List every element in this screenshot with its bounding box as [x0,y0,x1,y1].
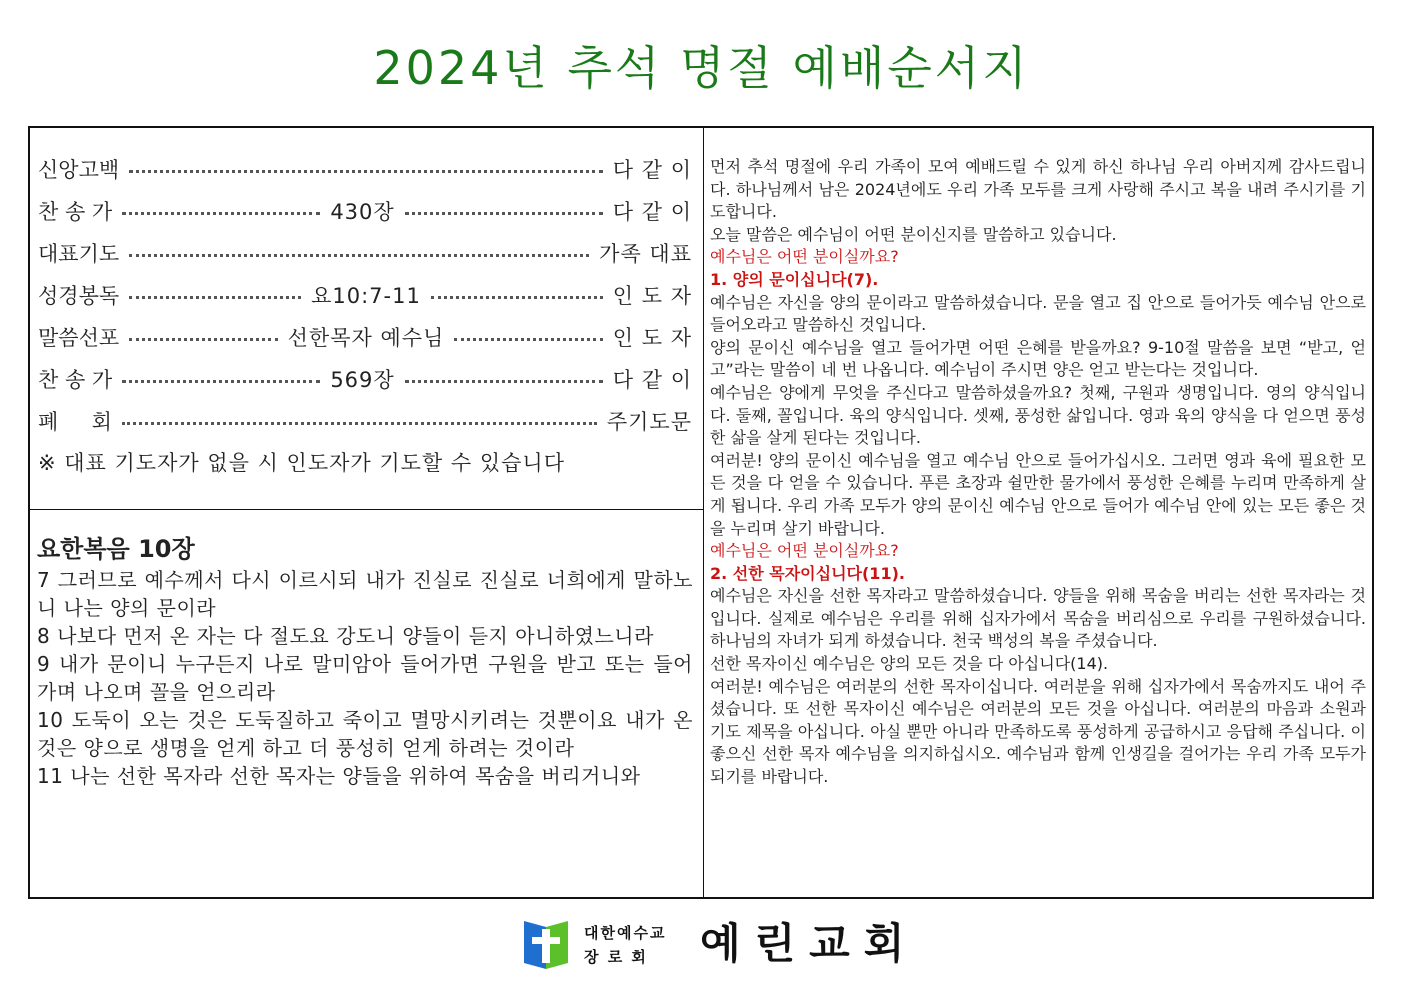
sermon-question: 예수님은 어떤 분이실까요? [710,247,899,267]
scripture-verse: 7 그러므로 예수께서 다시 이르시되 내가 진실로 진실로 너희에게 말하노니 나는 양의 문이라 [37,568,693,620]
order-label: 대표기도 [38,242,120,266]
cross-logo-icon [520,919,572,971]
order-detail: 569장 [330,368,395,392]
sermon-heading: 1. 양의 문이십니다(7). [710,269,879,289]
sermon-paragraph: 예수님은 자신을 선한 목자라고 말씀하셨습니다. 양들을 위해 목숨을 버리는 선한 목자라는 것입니다. 실제로 예수님은 우리를 위해 십자가에서 목숨을 버리심으로 우리를 구원하셨습니다. 하나님의 자녀가 되게 하셨습니다. 천국 백성의 복을 주셨습니다. [710,586,1366,651]
order-row [38,274,692,316]
sermon-paragraph: 먼저 추석 명절에 우리 가족이 모여 예배드릴 수 있게 하신 하나님 우리 아버지께 감사드립니다. 하나님께서 남은 2024년에도 우리 가족 모두를 크게 사랑해 주시고 복을 내려 주시기를 기도합니다. [710,157,1366,222]
order-row [38,358,692,400]
sermon-paragraph: 오늘 말씀은 예수님이 어떤 분이신지를 말씀하고 있습니다. [710,224,1117,244]
dot-leader [129,338,277,341]
dot-leader [122,212,320,215]
scripture-section [37,532,693,790]
order-performer: 다 같 이 [612,158,692,182]
order-label: 신앙고백 [38,158,120,182]
order-performer: 가족 대표 [599,242,692,266]
order-label: 성경봉독 [38,284,120,308]
order-detail: 430장 [330,200,395,224]
dot-leader [122,422,597,425]
order-performer: 다 같 이 [612,200,692,224]
sermon-paragraph: 여러분! 양의 문이신 예수님을 열고 예수님 안으로 들어가십시오. 그러면 영과 육에 필요한 모든 것을 다 얻을 수 있습니다. 푸른 초장과 쉴만한 물가에서 풍성한 은혜를 누리며 만족하게 살게 됩니다. 우리 가족 모두가 양의 문이신 예수님 안으로 들어가 예수님 안에 있는 모든 좋은 것을 누리며 살기 바랍니다. [710,450,1366,538]
order-label: 찬 송 가 [38,368,113,392]
order-row [38,190,692,232]
sermon-paragraph: 예수님은 자신을 양의 문이라고 말씀하셨습니다. 문을 열고 집 안으로 들어가듯 예수님 안으로 들어오라고 말씀하신 것입니다. [710,292,1366,335]
section-divider [30,509,703,510]
denomination-line: 대한예수교 [584,924,667,942]
sermon-paragraph: 선한 목자이신 예수님은 양의 모든 것을 다 아십니다(14). [710,654,1109,674]
worship-order [38,148,692,484]
church-name: 예린교회 [700,919,919,968]
dot-leader [431,296,603,299]
dot-leader [129,170,603,173]
denomination-line: 장 로 회 [584,948,648,966]
dot-leader [122,380,320,383]
denomination-name [584,921,666,969]
order-label: 말씀선포 [38,326,120,350]
sermon-heading: 2. 선한 목자이십니다(11). [710,563,905,583]
scripture-verse: 8 나보다 먼저 온 자는 다 절도요 강도니 양들이 듣지 아니하였느니라 [37,624,654,648]
order-performer: 인 도 자 [612,284,692,308]
dot-leader [405,212,603,215]
order-performer: 인 도 자 [612,326,692,350]
order-performer: 다 같 이 [612,368,692,392]
scripture-verse: 10 도둑이 오는 것은 도둑질하고 죽이고 멸망시키려는 것뿐이요 내가 온 것은 양으로 생명을 얻게 하고 더 풍성히 얻게 하려는 것이라 [37,708,693,760]
scripture-verse: 11 나는 선한 목자라 선한 목자는 양들을 위하여 목숨을 버리거니와 [37,764,641,788]
church-footer [520,915,940,975]
dot-leader [129,296,301,299]
scripture-verse: 9 내가 문이니 누구든지 나로 말미암아 들어가면 구원을 받고 또는 들어가며 나오며 꼴을 얻으리라 [37,652,693,704]
sermon-question: 예수님은 어떤 분이실까요? [710,541,899,561]
order-note: ※ 대표 기도자가 없을 시 인도자가 기도할 수 있습니다 [38,451,566,475]
order-row [38,148,692,190]
order-performer: 주기도문 [606,410,692,434]
page-title: 2024년 추석 명절 예배순서지 [373,41,1030,95]
dot-leader [129,254,589,257]
order-detail: 선한목자 예수님 [287,326,445,350]
sermon-paragraph: 여러분! 예수님은 여러분의 선한 목자이십니다. 여러분을 위해 십자가에서 목숨까지도 내어 주셨습니다. 또 선한 목자이신 예수님은 여러분의 모든 것을 아십니다. 여러분의 마음과 소원과 기도 제목을 아십니다. 아실 뿐만 아니라 만족하도록 풍성하게 공급하시고 응답해 주십니다. 이 좋으신 선한 목자 예수님을 의지하십시오. 예수님과 함께 인생길을 걸어가는 우리 가족 모두가 되기를 바랍니다. [710,676,1366,787]
column-divider [703,128,704,898]
dot-leader [454,338,602,341]
scripture-title: 요한복음 10장 [37,535,195,563]
order-row [38,400,692,442]
dot-leader [405,380,603,383]
order-label: 폐 회 [38,410,112,434]
sermon-text [710,156,1366,789]
sermon-paragraph: 양의 문이신 예수님을 열고 들어가면 어떤 은혜를 받을까요? 9-10절 말씀을 보면 “받고, 얻고”라는 말씀이 네 번 나옵니다. 예수님이 주시면 양은 얻고 받는다는 것입니다. [710,337,1366,380]
order-label: 찬 송 가 [38,200,113,224]
sermon-paragraph: 예수님은 양에게 무엇을 주신다고 말씀하셨을까요? 첫째, 구원과 생명입니다. 영의 양식입니다. 둘째, 꼴입니다. 육의 양식입니다. 셋째, 풍성한 삶입니다. 영과 육의 양식을 다 얻으면 풍성한 삶을 살게 된다는 것입니다. [710,382,1366,448]
order-detail: 요10:7-11 [311,284,421,308]
order-row [38,316,692,358]
order-row [38,232,692,274]
